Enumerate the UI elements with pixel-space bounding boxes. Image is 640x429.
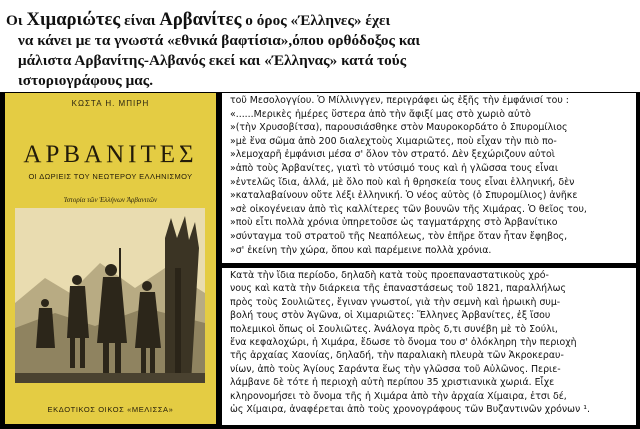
text-line: »ἀπὸ τοὺς Ἀρβανίτες, γιατὶ τὸ ντύσιμό τους καὶ ἡ γλῶσσα τους εἶναι [230, 162, 559, 174]
text-line: πολεμικοὶ ὅπως οἱ Σουλιῶτες. Ἀνάλογα πρὸς δ,τι συνέβη μὲ τὸ Σούλι, [230, 323, 558, 335]
quote-panel [222, 93, 636, 263]
text-line: τῆς ἀρχαίας Χαονίας, δηλαδή, τὴν παραλιακὴ πλευρὰ τῶν Ἀκροκεραυ- [230, 350, 564, 362]
text-line: »σὲ οἰκογένειαν ἀπὸ τὶς καλλίτερες τῶν βουνῶν τῆς Χιμάρας. Ὁ θεῖος του, [230, 203, 587, 215]
text-line: ὡς Χίμαιρα, ἀναφέρεται ἀπὸ τοὺς χρονογράφους τῶν Βυζαντινῶν χρόνων ¹. [230, 404, 590, 416]
heading-line-2: να κάνει με τα γνωστά «εθνικά βαφτίσια»,όπου ορθόδοξος και [18, 32, 421, 49]
book-subtitle: ΟΙ ΔΩΡΙΕΙΣ ΤΟΥ ΝΕΩΤΕΡΟΥ ΕΛΛΗΝΙΣΜΟΥ [28, 172, 193, 181]
text-line: νίων, ἀπὸ τοὺς Ἁγίους Σαράντα ἕως τὴν γλῶσσα τοῦ Αὐλῶνος. Περιε- [230, 363, 561, 375]
text-line: »ποὺ εἶτι πολλὰ χρόνια ὑπηρετοῦσε ὡς ταγματάρχης στὸ Ἀρβανίτικο [230, 217, 558, 229]
cover-engraving [15, 208, 205, 383]
text-line: «......Μερικὲς ἡμέρες ὕστερα ἀπὸ τὴν ἄφιξί μας στὸ χωριὸ αὐτὸ [230, 108, 531, 120]
book-series: Ἱστορία τῶν Ἑλλήνων Ἀρβανιτῶν [63, 196, 158, 204]
text-line: »μὲ ἕνα σῶμα ἀπὸ 200 διαλεχτοὺς Χιμαριῶτες, ποὺ εἶχαν τὴν πιὸ πο- [230, 135, 557, 147]
text-line: »σ' ἐκείνη τὴν χώρα, ὅπου καὶ παρέμεινε πολλὰ χρόνια. [230, 244, 492, 256]
book-cover [5, 93, 216, 424]
text-line: »λεμοχαρῆ ἐμφάνισι μέσα σ' ὅλον τὸν στρατό. Δὲν ξεχώριζουν αὐτοὶ [230, 149, 555, 161]
text-line: »ἐντελῶς ἴδια, ἀλλά, μὲ ὅλο ποὺ καὶ ἡ θρησκεία τους εἶναι ἑλληνική, δὲν [230, 176, 575, 188]
book-title: ΑΡΒΑΝΙΤΕΣ [23, 141, 198, 168]
book-author: ΚΩΣΤΑ Η. ΜΠΙΡΗ [71, 99, 150, 108]
book-publisher: ΕΚΔΟΤΙΚΟΣ ΟΙΚΟΣ «ΜΕΛΙΣΣΑ» [47, 405, 174, 414]
heading-line-1: Οι Χιμαριώτες είναι Αρβανίτες ο όρος «Έλληνες» έχει [6, 10, 391, 30]
text-line: »(τὴν Χρυσοβίτσα), παρουσιάσθηκε στὸν Μαυροκορδάτο ὁ Σπυρομίλιος [230, 122, 568, 134]
main-text-panel [222, 268, 636, 425]
heading-line-3: μάλιστα Αρβανίτης-Αλβανός εκεί και «Έλληνας» κατά τούς [18, 52, 407, 69]
text-line: πρὸς τοὺς Σουλιῶτες, ἔγιναν γνωστοί, γιὰ τὴν σεμνὴ καὶ ἡρωικὴ συμ- [230, 296, 561, 308]
text-line: »καταλαβαίνουν οὔτε λέξι ἑλληνική. Ὁ νέος αὐτὸς (ὁ Σπυρομίλιος) ἀνῆκε [230, 190, 578, 202]
text-line: νους καὶ κατὰ τὴν διάρκεια τῆς ἐπαναστάσεως τοῦ 1821, παραλλήλως [230, 283, 566, 295]
text-line: κληρονομήσει τὸ ὄνομα τῆς ἡ Χιμάρα ἀπὸ τὴν ἀρχαία Χίμαιρα, ἐτσι δέ, [230, 390, 567, 402]
text-line: τοῦ Μεσολογγίου. Ὁ Μίλλινγγεν, περιγράφει ὡς ἑξῆς τὴν ἐμφάνισί του : [230, 95, 569, 106]
text-line: λάμβανε δὲ τότε ἡ περιοχὴ αὐτὴ περίπου 35 χριστιανικὰ χωριά. Εἶχε [230, 377, 555, 389]
heading-line-4: ιστοριογράφους μας. [18, 72, 154, 89]
text-line: »σύνταγμα τοῦ στρατοῦ τῆς Νεαπόλεως, τὸν ἐπῆρε ὅταν ἦταν ἔφηβος, [230, 230, 568, 242]
text-line: Κατὰ τὴν ἴδια περίοδο, δηλαδὴ κατὰ τοὺς προεπαναστατικοὺς χρό- [230, 270, 549, 281]
heading-box [0, 0, 640, 92]
text-line: ἕνα κεφαλοχώρι, ἡ Χιμάρα, ἔδωσε τὸ ὄνομα του σ' ὁλόκληρη τὴν περιοχὴ [230, 337, 577, 349]
text-line: βολή τους στὸν Ἀγῶνα, οἱ Χιμαριῶτες: Ἕλληνες Ἀρβανίτες, ἐξ ἴσου [230, 310, 551, 322]
